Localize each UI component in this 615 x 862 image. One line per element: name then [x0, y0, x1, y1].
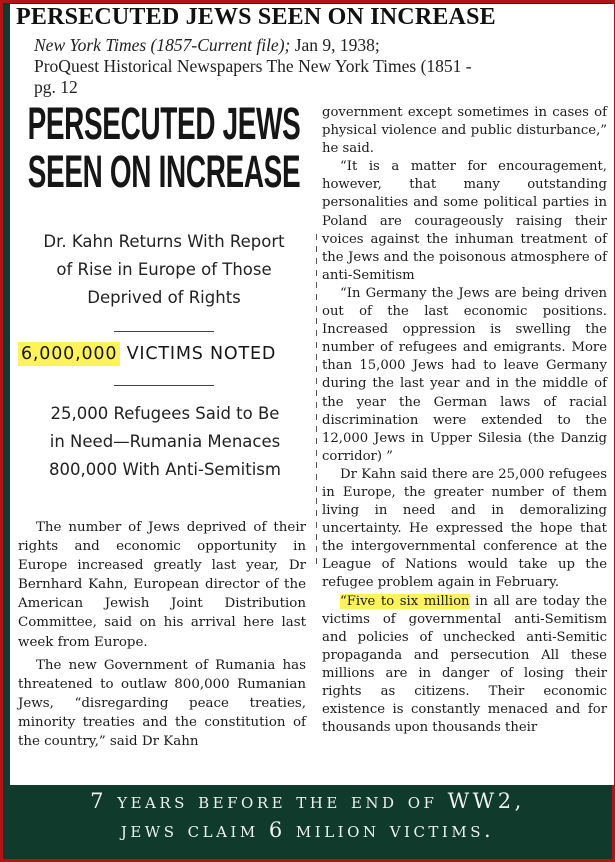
victims-number-highlight: 6,000,000: [18, 342, 120, 366]
paragraph: “It is a matter for encouragement, however, that many outstanding personalities and some political parties in Poland are courageously raising their voices against the inhuman treatment of the Jews and the poisonous atmosphere of anti-Semitism: [322, 159, 607, 283]
paragraph: The new Government of Rumania has threatened to outlaw 800,000 Rumanian Jews, “disregarding peace treaties, minority treaties and the constitution of the country,” said Dr Kahn: [18, 657, 306, 750]
citation-publication: New York Times (1857-Current file);: [34, 35, 291, 55]
divider-rule: [114, 331, 214, 332]
page-line: pg. 12: [34, 77, 78, 97]
caption-line-2: jews claim 6 milion victims.: [120, 818, 495, 842]
highlighted-phrase: “Five to six million: [340, 593, 470, 609]
deck2-line: 25,000 Refugees Said to Be: [50, 404, 280, 423]
deck2-line: 800,000 With Anti-Semitism: [49, 460, 281, 479]
paragraph-rest: in all are today the victims of governmental anti-Semitism and policies of unchecked anti-Semitic propaganda and persecution All these millions are in danger of losing their rights as citizens. Their economic existence is constantly menaced and for thousands upon thousands their: [322, 593, 607, 736]
clipping-title: PERSECUTED JEWS SEEN ON INCREASE: [16, 4, 496, 30]
headline-line-2: SEEN ON INCREASE: [27, 146, 301, 197]
subheadline-1: [18, 228, 310, 312]
divider-rule: [114, 385, 214, 386]
column-separator: [316, 234, 317, 564]
deck1-line: Dr. Kahn Returns With Report: [43, 232, 285, 251]
source-line: ProQuest Historical Newspapers The New York Times (1851 -: [34, 56, 472, 76]
newspaper-clipping: [10, 4, 614, 785]
deck2-line: in Need—Rumania Menaces: [49, 432, 281, 451]
subheadline-2: [18, 400, 312, 484]
deck1-line: Deprived of Rights: [87, 288, 241, 307]
paragraph: [322, 593, 607, 738]
article-headline: [18, 100, 309, 196]
citation-line: [34, 35, 614, 56]
headline-line-1: PERSECUTED JEWS: [27, 98, 301, 149]
caption-line-1: 7 years before the end of WW2,: [90, 789, 525, 813]
paragraph: government except sometimes in cases of physical violence and public disturbance,” he said.: [322, 105, 607, 157]
left-body-text: [18, 518, 306, 751]
deck1-line: of Rise in Europe of Those: [56, 260, 272, 279]
paragraph: The number of Jews deprived of their rights and economic opportunity in Europe increased greatly last year, Dr Bernhard Kahn, European director of the American Jewish Joint Distribution Committee, said on his arrival here last week from Europe.: [18, 520, 306, 650]
victims-subheadline: [18, 344, 312, 364]
victims-text: VICTIMS NOTED: [120, 344, 277, 364]
right-column: [322, 104, 607, 737]
citation-date: Jan 9, 1938;: [290, 35, 380, 55]
paragraph: “In Germany the Jews are being driven out of the last economic positions. Increased oppression is swelling the number of refugees and emigrants. More than 15,000 Jews had to leave Germany during the last year and in the middle of the year the German laws of racial discrimination were extended to the 12,000 Jews in Upper Silesia (the Danzig corridor) ”: [322, 285, 607, 464]
paragraph: Dr Kahn said there are 25,000 refugees in Europe, the greater number of them living in need and in demoralizing uncertainty. He expressed the hope that the intergovernmental conference at the League of Nations would take up the refugee problem again in February.: [322, 466, 607, 591]
